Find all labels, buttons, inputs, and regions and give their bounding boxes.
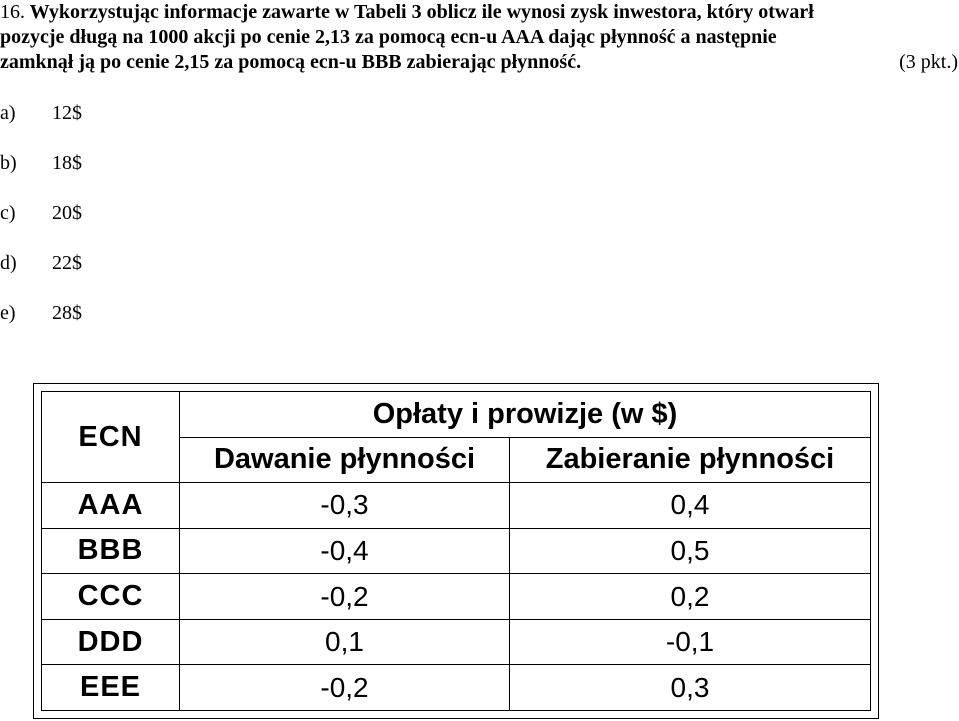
answer-letter: d) — [0, 252, 17, 274]
question-text — [0, 0, 958, 75]
fees-table — [41, 391, 871, 711]
question-line-3-text: zamknął ją po cenie 2,15 za pomocą ecn-u BBB zabierając płynność. — [0, 51, 582, 73]
answer-letter: c) — [0, 202, 16, 224]
answer-d — [0, 250, 82, 276]
table-row — [42, 665, 871, 711]
question-number: 16. — [0, 1, 25, 23]
take-value: 0,2 — [510, 574, 871, 620]
table-row — [42, 528, 871, 574]
header-ecn: ECN — [42, 392, 180, 483]
table-row — [42, 574, 871, 620]
answer-b — [0, 150, 82, 176]
answer-letter: e) — [0, 302, 16, 324]
ecn-name: BBB — [42, 528, 180, 574]
answer-a — [0, 100, 82, 126]
answer-value: 12$ — [52, 102, 82, 124]
ecn-name: CCC — [42, 574, 180, 620]
take-value: 0,5 — [510, 528, 871, 574]
answer-value: 20$ — [52, 202, 82, 224]
header-fees-group: Opłaty i prowizje (w $) — [180, 392, 871, 438]
table-header-row — [42, 392, 871, 438]
table-row — [42, 483, 871, 529]
give-value: -0,2 — [180, 574, 510, 620]
header-take-liquidity: Zabieranie płynności — [510, 437, 871, 483]
give-value: 0,1 — [180, 619, 510, 665]
question-line-2: pozycje długą na 1000 akcji po cenie 2,13 za pomocą ecn-u AAA dając płynność a następnie — [0, 26, 777, 48]
answer-letter: a) — [0, 102, 16, 124]
fees-table-frame — [33, 383, 879, 719]
answer-value: 18$ — [52, 152, 82, 174]
ecn-name: DDD — [42, 619, 180, 665]
question-line-1-text: Wykorzystując informacje zawarte w Tabeli 3 oblicz ile wynosi zysk inwestora, który otwarł — [29, 1, 814, 23]
answer-letter: b) — [0, 152, 17, 174]
give-value: -0,3 — [180, 483, 510, 529]
take-value: 0,3 — [510, 665, 871, 711]
ecn-name: AAA — [42, 483, 180, 529]
give-value: -0,4 — [180, 528, 510, 574]
take-value: 0,4 — [510, 483, 871, 529]
question-points: (3 pkt.) — [899, 51, 958, 73]
question-line-3 — [0, 50, 958, 75]
take-value: -0,1 — [510, 619, 871, 665]
header-give-liquidity: Dawanie płynności — [180, 437, 510, 483]
answer-value: 22$ — [52, 252, 82, 274]
table-row — [42, 619, 871, 665]
answer-e — [0, 300, 82, 326]
answer-c — [0, 200, 82, 226]
ecn-name: EEE — [42, 665, 180, 711]
give-value: -0,2 — [180, 665, 510, 711]
question-line-1 — [0, 0, 958, 25]
answer-value: 28$ — [52, 302, 82, 324]
